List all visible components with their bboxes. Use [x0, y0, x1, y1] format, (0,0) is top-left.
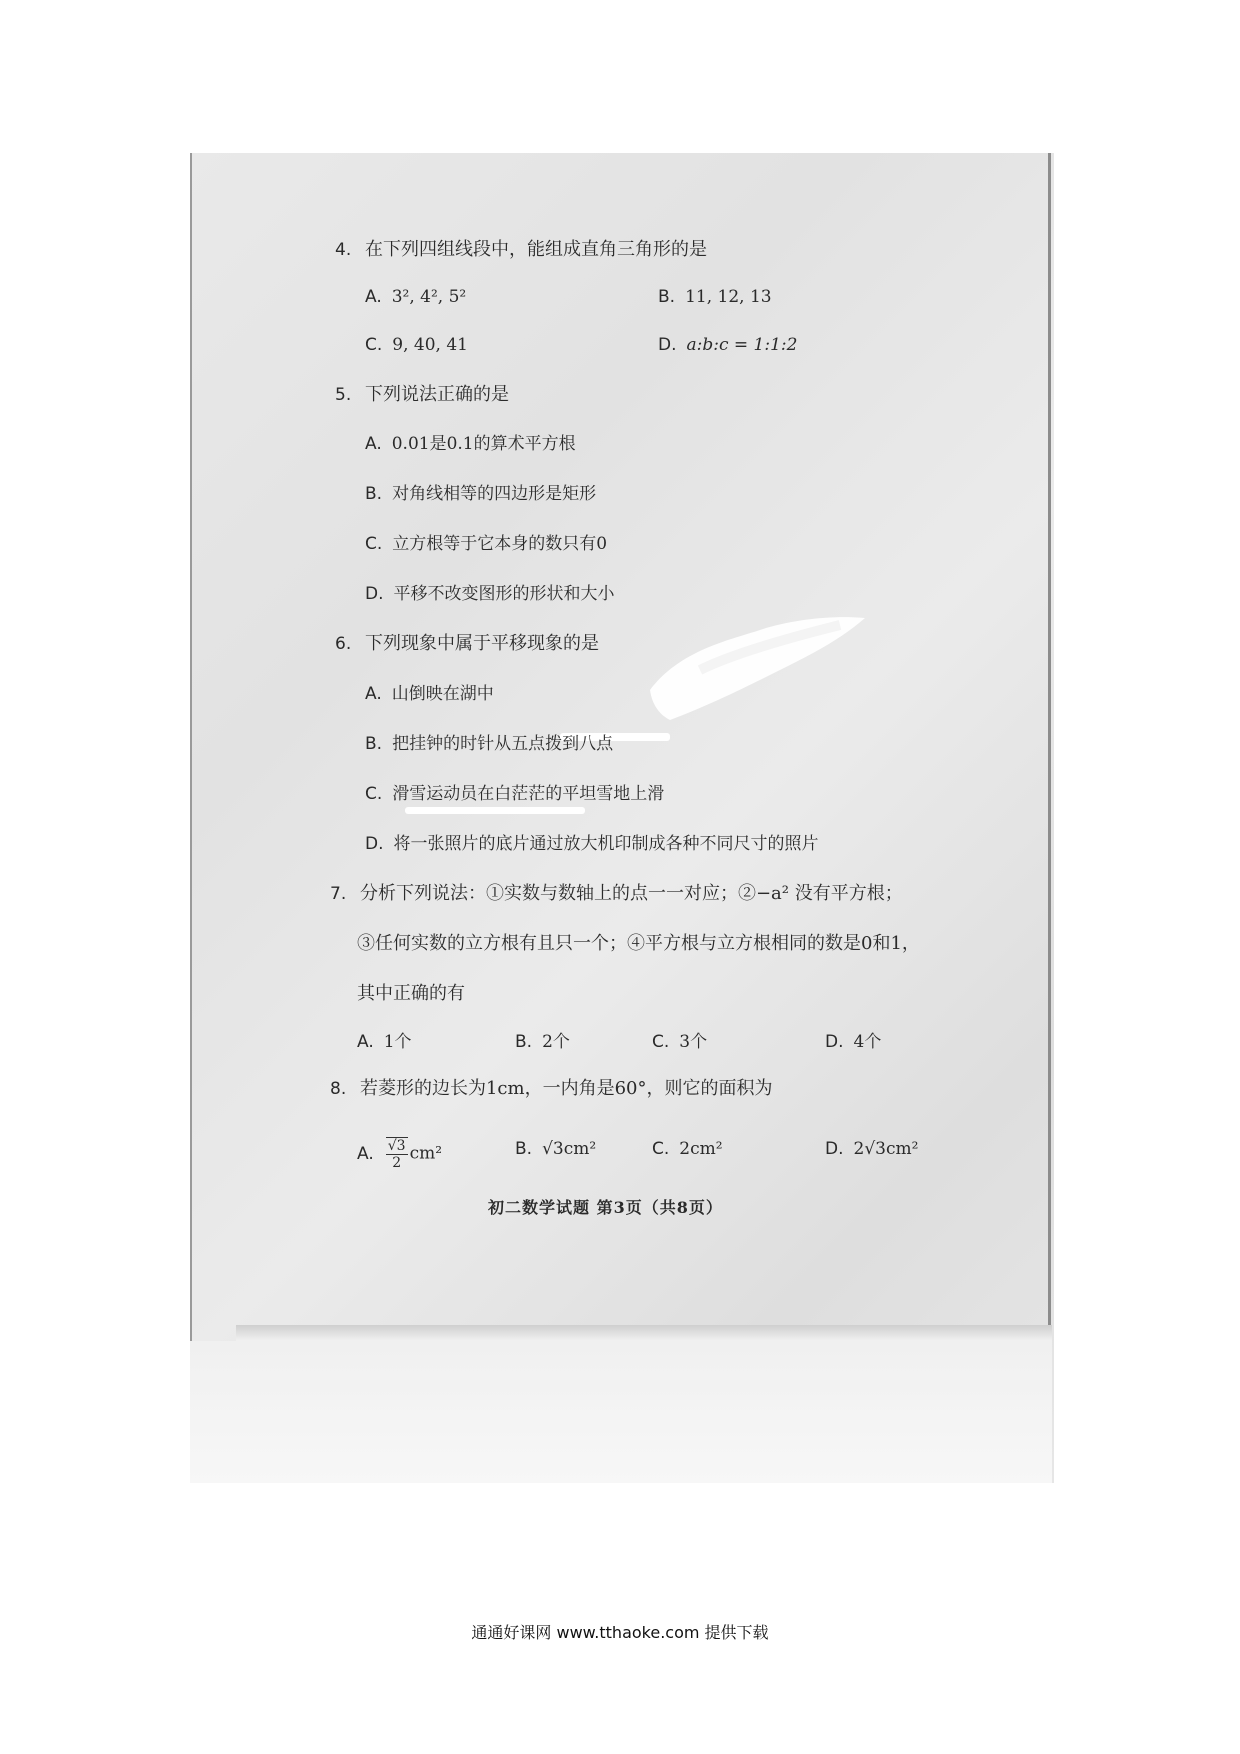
- option-letter: B.: [515, 1032, 533, 1052]
- whiteout-mark: [405, 807, 585, 814]
- option-letter: D.: [365, 834, 384, 854]
- question-text: 若菱形的边长为1cm，一内角是60°，则它的面积为: [359, 1078, 773, 1099]
- option-5a: [365, 432, 576, 456]
- site-footer: 通通好课网 www.tthaoke.com 提供下载: [471, 1623, 769, 1642]
- option-6d: [365, 832, 819, 856]
- option-7c: [652, 1030, 707, 1054]
- option-6a: [365, 682, 494, 706]
- option-5b: [365, 482, 596, 506]
- question-number: 8.: [330, 1079, 347, 1099]
- option-8d: [825, 1137, 918, 1161]
- fraction-denominator: 2: [392, 1155, 402, 1171]
- option-5d: [365, 582, 615, 606]
- option-4b: [658, 285, 772, 309]
- option-text: a:b:c = 1:1:2: [686, 335, 798, 355]
- option-7d: [825, 1030, 881, 1054]
- option-text: 9, 40, 41: [392, 335, 468, 355]
- option-text: 3², 4², 5²: [391, 287, 467, 307]
- question-6: [335, 632, 599, 656]
- option-text: 2cm²: [679, 1139, 723, 1159]
- option-text: 1个: [383, 1032, 412, 1052]
- option-7b: [515, 1030, 570, 1054]
- question-number: 4.: [335, 240, 352, 260]
- option-letter: B.: [515, 1139, 533, 1159]
- question-number: 7.: [330, 884, 347, 904]
- option-unit: cm²: [409, 1143, 443, 1164]
- scan-lower-strip: [190, 1341, 1052, 1483]
- option-text: 3个: [679, 1032, 708, 1052]
- option-letter: D.: [365, 584, 384, 604]
- option-letter: C.: [365, 784, 383, 804]
- option-8c: [652, 1137, 723, 1161]
- option-text: 将一张照片的底片通过放大机印制成各种不同尺寸的照片: [393, 834, 819, 854]
- question-text: 下列说法正确的是: [364, 384, 509, 405]
- option-6c: [365, 782, 664, 806]
- option-letter: A.: [365, 287, 382, 307]
- option-text: 平移不改变图形的形状和大小: [393, 584, 615, 604]
- scan-edge: [1048, 153, 1051, 1333]
- option-6b: [365, 732, 613, 756]
- question-7-line2: ③任何实数的立方根有且只一个；④平方根与立方根相同的数是0和1，: [357, 933, 920, 954]
- option-letter: C.: [365, 534, 383, 554]
- option-letter: D.: [825, 1032, 844, 1052]
- option-letter: C.: [365, 335, 383, 355]
- question-5: [335, 383, 509, 407]
- option-letter: D.: [658, 335, 677, 355]
- option-text: 2√3cm²: [853, 1139, 919, 1159]
- option-letter: B.: [365, 734, 383, 754]
- option-text: 2个: [542, 1032, 570, 1052]
- option-8b: [515, 1137, 596, 1161]
- option-text: 4个: [853, 1032, 882, 1052]
- question-7: [330, 882, 903, 906]
- option-letter: C.: [652, 1032, 670, 1052]
- option-4a: [365, 285, 466, 309]
- option-letter: B.: [658, 287, 676, 307]
- option-text: 11, 12, 13: [685, 287, 772, 307]
- exam-page-footer: 初二数学试题 第3页（共8页）: [488, 1198, 723, 1217]
- question-4: [335, 238, 707, 262]
- option-8a: [357, 1137, 442, 1171]
- question-text-line1: 分析下列说法：①实数与数轴上的点一一对应；②−a² 没有平方根；: [359, 883, 903, 904]
- option-text: 0.01是0.1的算术平方根: [391, 434, 576, 454]
- option-text: 滑雪运动员在白茫茫的平坦雪地上滑: [392, 784, 665, 804]
- option-5c: [365, 532, 607, 556]
- scan-shadow: [236, 1325, 1052, 1341]
- question-number: 6.: [335, 634, 352, 654]
- option-text: 山倒映在湖中: [391, 684, 494, 704]
- question-7-line3: 其中正确的有: [357, 983, 465, 1004]
- option-text: 立方根等于它本身的数只有0: [392, 534, 608, 554]
- question-text: 下列现象中属于平移现象的是: [364, 633, 599, 654]
- option-letter: D.: [825, 1139, 844, 1159]
- option-letter: A.: [357, 1143, 374, 1164]
- option-letter: C.: [652, 1139, 670, 1159]
- option-4c: [365, 333, 468, 357]
- option-letter: A.: [365, 434, 382, 454]
- fraction: [386, 1137, 408, 1171]
- option-text: 对角线相等的四边形是矩形: [392, 484, 597, 504]
- option-letter: A.: [365, 684, 382, 704]
- ink-smudge: [640, 610, 880, 740]
- option-text: 把挂钟的时针从五点拨到八点: [392, 734, 614, 754]
- question-number: 5.: [335, 385, 352, 405]
- option-7a: [357, 1030, 412, 1054]
- option-letter: A.: [357, 1032, 374, 1052]
- option-text: √3cm²: [542, 1139, 597, 1159]
- question-text: 在下列四组线段中，能组成直角三角形的是: [364, 239, 707, 260]
- option-4d: [658, 333, 797, 357]
- option-letter: B.: [365, 484, 383, 504]
- fraction-numerator: √3: [387, 1138, 406, 1154]
- question-8: [330, 1077, 772, 1101]
- scanned-page: [190, 153, 1054, 1483]
